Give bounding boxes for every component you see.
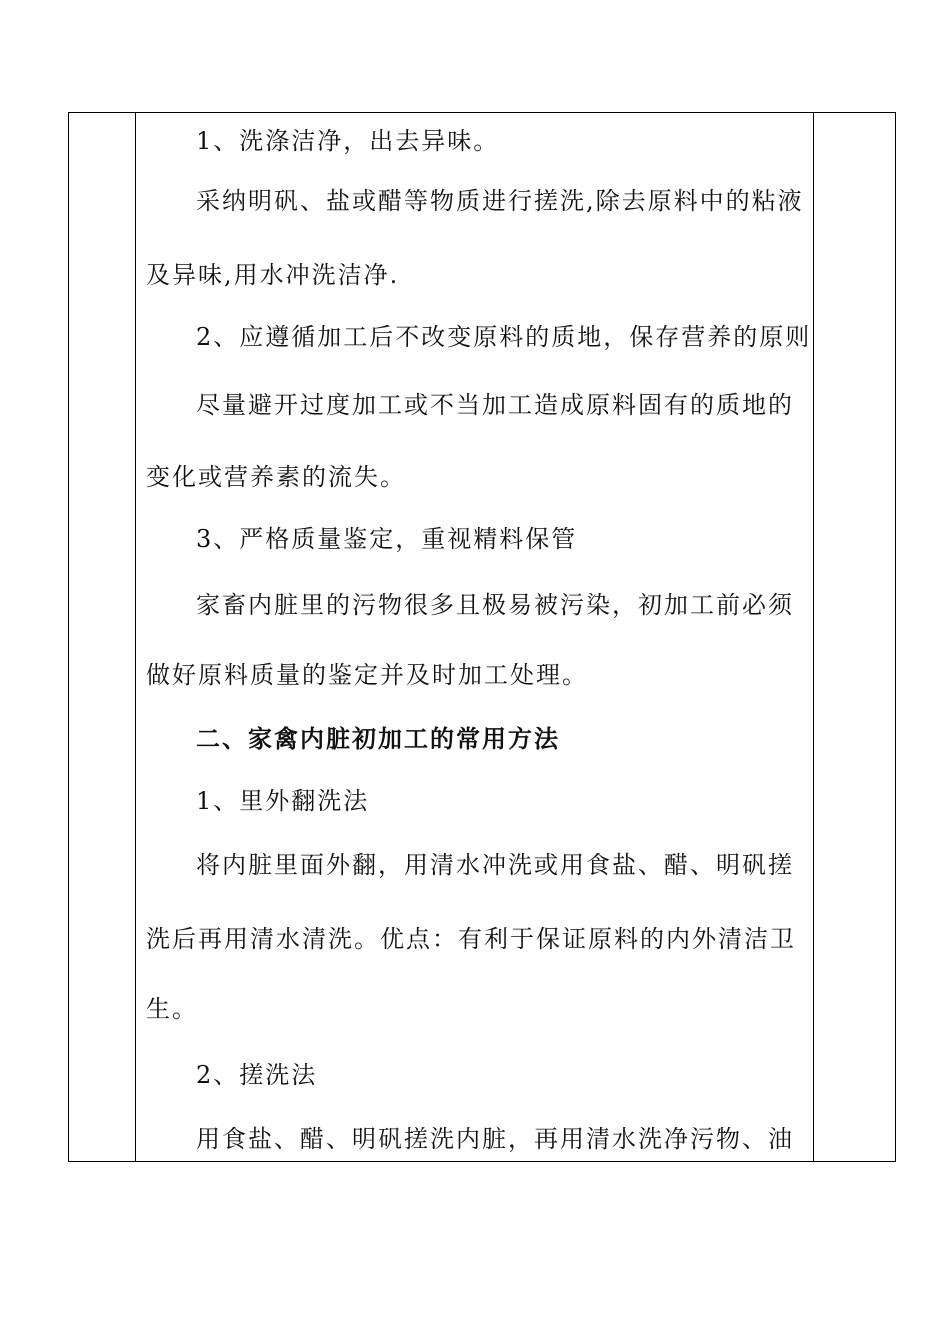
text-line-1: 1、洗涤洁净，出去异味。 [196,127,500,155]
text-line-16: 用食盐、醋、明矾搓洗内脏，再用清水洗净污物、油 [196,1125,794,1153]
text-line-15: 2、搓洗法 [196,1061,318,1089]
text-line-14: 生。 [146,995,198,1023]
left-column-divider [135,113,136,1161]
text-line-2: 采纳明矾、盐或醋等物质进行搓洗,除去原料中的粘液 [196,187,804,215]
text-line-5: 尽量避开过度加工或不当加工造成原料固有的质地的 [196,391,794,419]
text-line-12: 将内脏里面外翻，用清水冲洗或用食盐、醋、明矾搓 [196,851,794,879]
section-heading: 二、家禽内脏初加工的常用方法 [196,724,560,753]
text-line-4: 2、应遵循加工后不改变原料的质地，保存营养的原则 [196,323,812,351]
text-line-9: 做好原料质量的鉴定并及时加工处理。 [146,661,588,689]
right-column-divider [813,113,814,1161]
text-line-8: 家畜内脏里的污物很多且极易被污染，初加工前必须 [196,591,794,619]
text-line-11: 1、里外翻洗法 [196,787,370,815]
text-line-13: 洗后再用清水清洗。优点：有利于保证原料的内外清洁卫 [146,925,796,953]
text-line-6: 变化或营养素的流失。 [146,463,406,491]
text-line-3: 及异味,用水冲洗洁净. [146,261,400,289]
text-line-7: 3、严格质量鉴定，重视精料保管 [196,525,578,553]
